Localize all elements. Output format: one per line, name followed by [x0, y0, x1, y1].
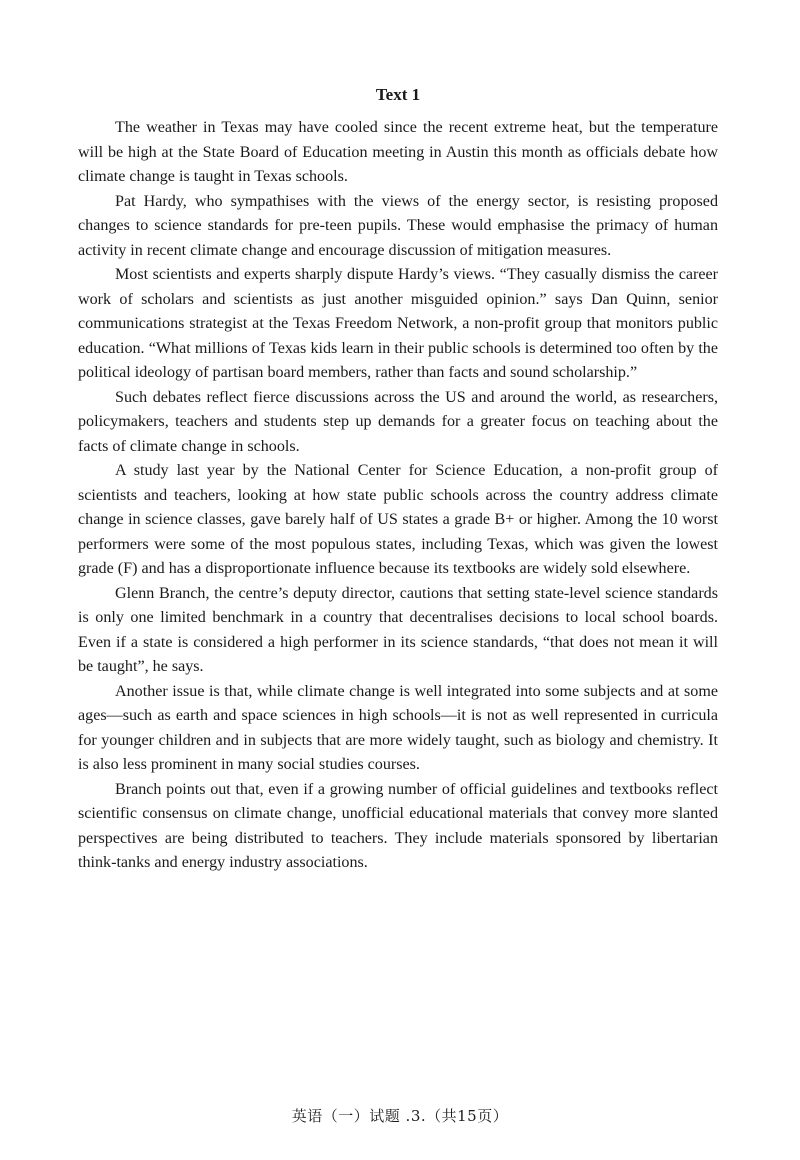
paragraph-2: Pat Hardy, who sympathises with the views of the energy sector, is resisting proposed changes to science standards for pre-teen pupils. These would emphasise the primacy of human activity in recent climate change and encourage discussion of mitigation measures.	[78, 192, 718, 259]
text-title: Text 1	[375, 85, 421, 104]
paragraph-1: The weather in Texas may have cooled since the recent extreme heat, but the temperature will be high at the State Board of Education meeting in Austin this month as officials debate how climate change is taught in Texas schools.	[78, 119, 718, 185]
page-footer: 英语（一）试题 .3.（共15页）	[291, 1107, 509, 1125]
passage-body	[78, 116, 718, 876]
paragraph-6: Glenn Branch, the centre’s deputy director, cautions that setting state-level science standards is only one limited benchmark in a country that decentralises decisions to local school boards. Even if a state is considered a high performer in its science standards, “that does not mean it will be taught”, he says.	[78, 584, 718, 675]
paragraph-7: Another issue is that, while climate change is well integrated into some subjects and at some ages—such as earth and space sciences in high schools—it is not as well represented in curricula for younger children and in subjects that are more widely taught, such as biology and chemistry. It is also less prominent in many social studies courses.	[78, 682, 718, 773]
paragraph-8: Branch points out that, even if a growing number of official guidelines and textbooks reflect scientific consensus on climate change, unofficial educational materials that convey more slanted perspectives are being distributed to teachers. They include materials sponsored by libertarian think-tanks and energy industry associations.	[78, 780, 718, 871]
paragraph-5: A study last year by the National Center for Science Education, a non-profit group of scientists and teachers, looking at how state public schools across the country address climate change in science classes, gave barely half of US states a grade B+ or higher. Among the 10 worst performers were some of the most populous states, including Texas, which was given the lowest grade (F) and has a disproportionate influence because its textbooks are widely sold elsewhere.	[78, 462, 718, 577]
paragraph-3: Most scientists and experts sharply dispute Hardy’s views. “They casually dismiss the career work of scholars and scientists as just another misguided opinion.” says Dan Quinn, senior communications strategist at the Texas Freedom Network, a non-profit group that monitors public education. “What millions of Texas kids learn in their public schools is determined too often by the political ideology of partisan board members, rather than facts and sound scholarship.”	[78, 266, 718, 381]
paragraph-4: Such debates reflect fierce discussions across the US and around the world, as researchers, policymakers, teachers and students step up demands for a greater focus on teaching about the facts of climate change in schools.	[78, 388, 718, 455]
